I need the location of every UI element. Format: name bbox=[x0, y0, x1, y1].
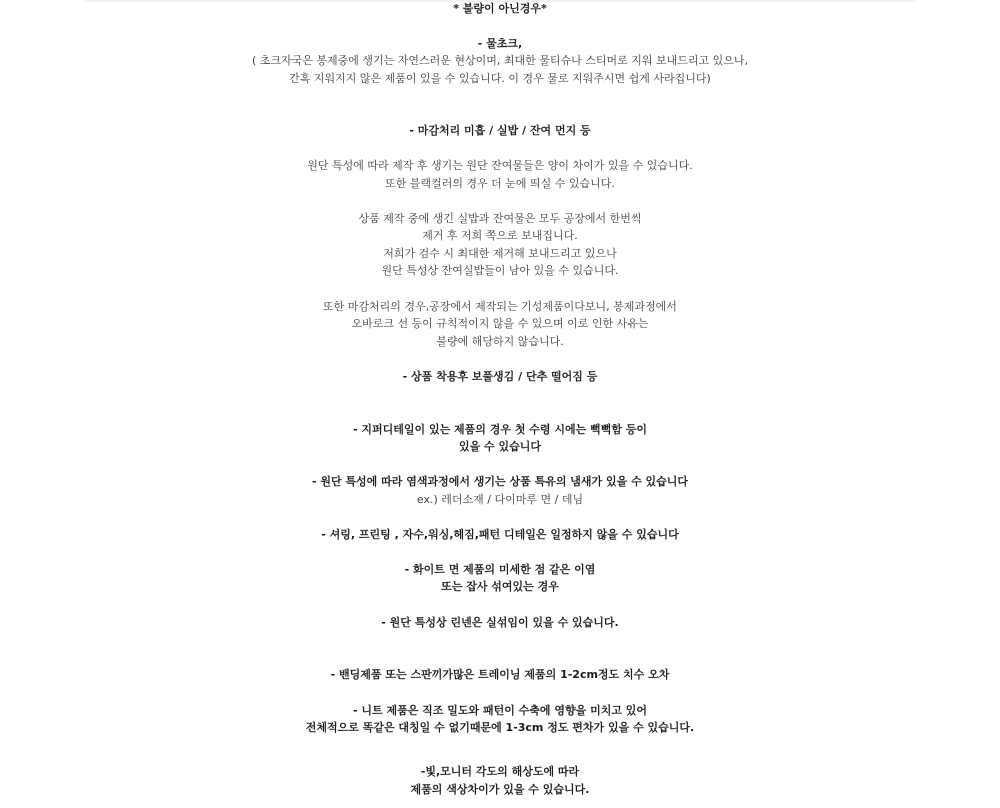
smell-example: ex.) 레더소재 / 다이마루 면 / 데님 bbox=[416, 493, 584, 506]
finish-text-line-5: 저희가 검수 시 최대한 제거해 보내드리고 있으나 bbox=[383, 247, 617, 260]
chalk-heading: - 물초크, bbox=[477, 37, 523, 50]
finish-heading: - 마감처리 미흡 / 실밥 / 잔여 먼지 등 bbox=[409, 124, 591, 137]
finish-text-line-4: 제거 후 저희 쪽으로 보내집니다. bbox=[422, 229, 578, 242]
detail-heading: - 셔링, 프린팅 , 자수,워싱,헤짐,패턴 디테일은 일정하지 않을 수 있습니다 bbox=[321, 528, 679, 541]
finish-text-line-1: 원단 특성에 따라 제작 후 생기는 원단 잔여물들은 양이 차이가 있을 수 있습니다. bbox=[307, 159, 693, 172]
pilling-heading: - 상품 착용후 보풀생김 / 단추 떨어짐 등 bbox=[402, 370, 598, 383]
notice-title: * 불량이 아닌경우* bbox=[453, 2, 547, 15]
zipper-line-1: - 지퍼디테일이 있는 제품의 경우 첫 수령 시에는 뻑뻑함 등이 bbox=[352, 423, 648, 436]
finish-text-line-8: 오바로크 선 등이 규칙적이지 않을 수 있으며 이로 인한 사유는 bbox=[351, 317, 649, 330]
finish-text-line-9: 불량에 해당하지 않습니다. bbox=[436, 335, 564, 348]
chalk-text-line-1: ( 초크자국은 봉제중에 생기는 자연스러운 현상이며, 최대한 물티슈나 스티머로 지워 보내드리고 있으나, bbox=[251, 54, 749, 67]
knit-line-2: 전체적으로 똑같은 대칭일 수 없기때문에 1-3cm 정도 편차가 있을 수 있습니다. bbox=[305, 721, 695, 734]
finish-text-line-6: 원단 특성상 잔여실밥들이 남아 있을 수 있습니다. bbox=[381, 264, 619, 277]
knit-line-1: - 니트 제품은 직조 밀도와 패턴이 수축에 영향을 미치고 있어 bbox=[352, 704, 648, 717]
smell-heading: - 원단 특성에 따라 염색과정에서 생기는 상품 특유의 냄새가 있을 수 있습니다 bbox=[311, 475, 689, 488]
finish-text-line-7: 또한 마감처리의 경우,공장에서 제작되는 기성제품이다보니, 봉제과정에서 bbox=[323, 300, 677, 313]
monitor-line-1: -빛,모니터 각도의 해상도에 따라 bbox=[420, 765, 580, 778]
finish-text-line-2: 또한 블랙컬러의 경우 더 눈에 띄실 수 있습니다. bbox=[385, 177, 615, 190]
monitor-line-2: 제품의 색상차이가 있을 수 있습니다. bbox=[410, 783, 590, 796]
linen-heading: - 원단 특성상 린넨은 실섞임이 있을 수 있습니다. bbox=[381, 616, 619, 629]
white-line-2: 또는 잡사 섞여있는 경우 bbox=[441, 580, 559, 593]
banding-heading: - 밴딩제품 또는 스판끼가많은 트레이닝 제품의 1-2cm정도 치수 오차 bbox=[330, 668, 670, 681]
zipper-line-2: 있을 수 있습니다 bbox=[458, 440, 542, 453]
chalk-text-line-2: 간혹 지워지지 않은 제품이 있을 수 있습니다. 이 경우 물로 지워주시면 쉽게 사라집니다) bbox=[289, 72, 711, 85]
white-line-1: - 화이트 면 제품의 미세한 점 같은 이염 bbox=[404, 563, 596, 576]
finish-text-line-3: 상품 제작 중에 생긴 실밥과 잔여물은 모두 공장에서 한번씩 bbox=[358, 212, 642, 225]
